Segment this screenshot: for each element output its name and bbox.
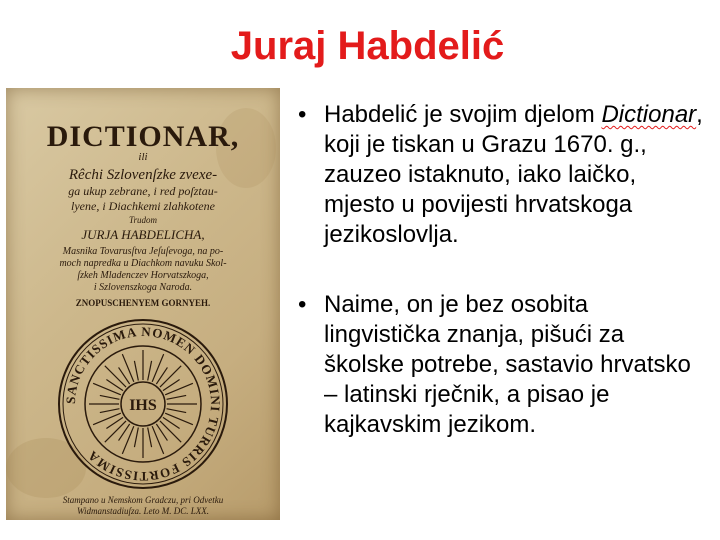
book-line: ili	[138, 151, 148, 163]
book-line: Trudom	[128, 215, 158, 225]
bullet-item	[298, 290, 708, 440]
sun-ray	[134, 361, 138, 381]
sun-ray	[165, 413, 193, 424]
book-line: ZNOPUSCHENYEM GORNYEH.	[75, 298, 211, 308]
work-title: Dictionar	[601, 101, 697, 128]
bullet-dot: •	[298, 291, 307, 318]
sun-ray	[148, 428, 152, 448]
book-line: ga ukup zebrane, i red poſztau-	[68, 184, 218, 198]
sun-ray	[100, 395, 120, 399]
bullet-text-end: , koji je tiskan u Grazu 1670. g., zauzeo istaknuto, iako laičko, mjesto u povijesti hrvatskoga jezikoslovlja.	[324, 101, 703, 248]
sun-ray	[93, 383, 121, 394]
book-line: JURJA HABDELICHA,	[81, 227, 205, 242]
book-title-page-drawing	[6, 88, 280, 520]
sun-ray	[160, 421, 181, 442]
sun-ray	[148, 361, 152, 381]
sun-ray	[105, 421, 126, 442]
sun-ray	[105, 366, 126, 387]
sun-ray	[122, 354, 133, 382]
sun-ray	[167, 395, 187, 399]
bullet-item	[298, 100, 708, 250]
book-line: moch napredka u Diachkom navuku Skol-	[59, 258, 227, 269]
slide-title: Juraj Habdelić	[230, 24, 505, 68]
sun-emblem	[59, 320, 227, 488]
sun-ray	[152, 354, 163, 382]
emblem-monogram: IHS	[129, 397, 157, 414]
sun-ray	[152, 426, 163, 454]
book-imprint: Widmanstadiuſza. Leto M. DC. LXX.	[76, 506, 210, 516]
bullet-text: Naime, on je bez osobita lingvistička znanja, pišući za školske potrebe, sastavio hrvatsko – latinski rječnik, a pisao je kajkavskim jezikom.	[324, 291, 691, 438]
book-line: Rêchi Szlovenſzke zvexe-	[68, 167, 218, 183]
sun-ray	[134, 428, 138, 448]
book-line: i Szlovenszkoga Naroda.	[93, 282, 193, 293]
book-title-page-image	[6, 88, 280, 520]
sun-ray	[167, 409, 187, 413]
bullet-dot: •	[298, 101, 307, 128]
book-line: ſzkeh Mladenczev Horvatszkoga,	[77, 270, 209, 281]
book-imprint: Stampano u Nemskom Gradczu, pri Odvetku	[62, 495, 224, 505]
sun-ray	[160, 366, 181, 387]
book-line: Masnika Tovarusſtva Jeſuſevoga, na po-	[62, 246, 224, 257]
book-heading: DICTIONAR,	[46, 120, 240, 153]
bullet-text-start: Habdelić je svojim djelom	[324, 101, 602, 128]
sun-ray	[122, 426, 133, 454]
emblem-ring-text: SANCTISSIMA NOMEN DOMINI TURRIS FORTISSIMA	[62, 323, 224, 485]
sun-ray	[93, 413, 121, 424]
bullet-list	[298, 100, 708, 440]
book-line: lyene, i Diachkemi zlahkotene	[71, 199, 215, 213]
sun-ray	[100, 409, 120, 413]
sun-ray	[165, 383, 193, 394]
